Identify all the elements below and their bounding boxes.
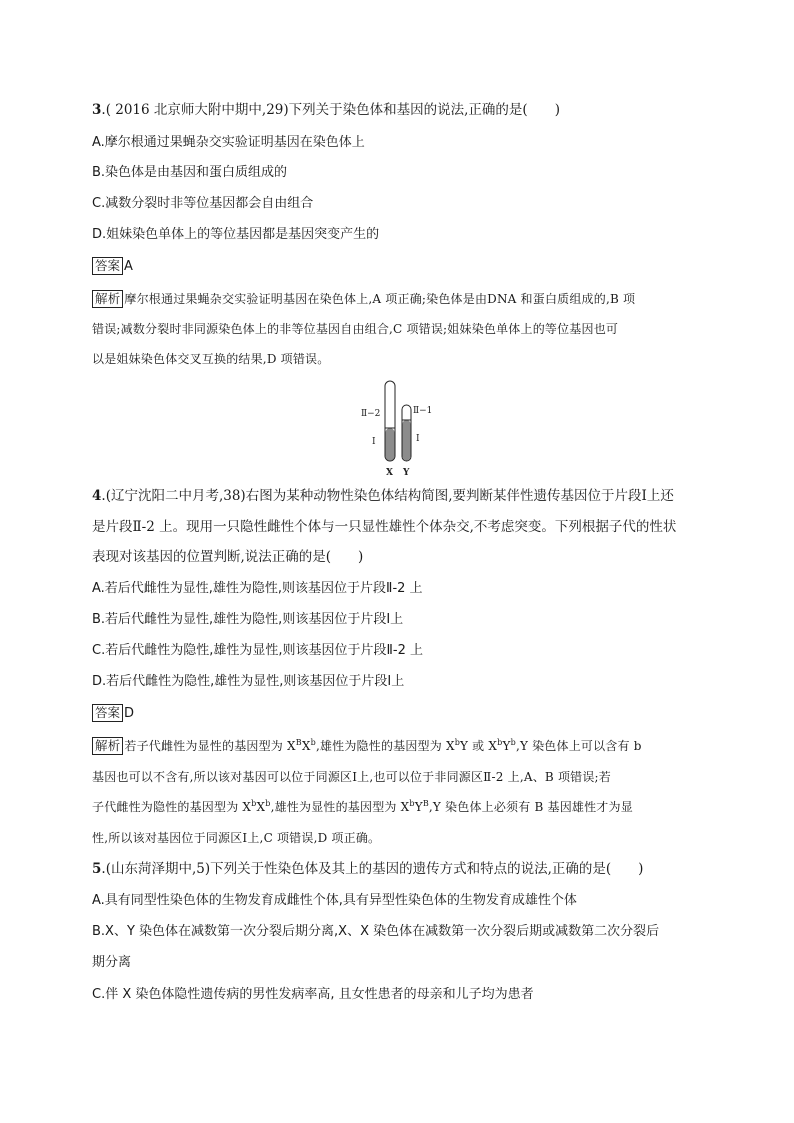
question-3-explanation-line: 以是姐妹染色体交叉互换的结果,D 项错误。 bbox=[92, 352, 330, 366]
label-segment-i-y: Ⅰ bbox=[416, 434, 420, 444]
question-4-explanation-line: 性,所以该对基因位于同源区Ⅰ上,C 项错误,D 项正确。 bbox=[92, 831, 381, 845]
question-3-explanation-line: 解析 摩尔根通过果蝇杂交实验证明基因在染色体上,A 项正确;染色体是由DNA 和蛋白质组成的,B 项 bbox=[92, 289, 635, 309]
sex-chromosome-diagram bbox=[354, 378, 444, 480]
question-3-option-c[interactable]: C.减数分裂时非等位基因都会自由组合 bbox=[92, 196, 314, 211]
question-5-option-b-continued: 期分离 bbox=[92, 955, 132, 970]
label-segment-ii1: Ⅱ−1 bbox=[413, 406, 433, 416]
question-3-stem: 3.( 2016 北京师大附中期中,29)下列关于染色体和基因的说法,正确的是( ) bbox=[92, 102, 560, 118]
label-segment-i-x: Ⅰ bbox=[372, 437, 376, 447]
question-4-option-a[interactable]: A.若后代雌性为显性,雄性为隐性,则该基因位于片段Ⅱ-2 上 bbox=[92, 581, 423, 596]
question-5-stem: 5.(山东菏泽期中,5)下列关于性染色体及其上的基因的遗传方式和特点的说法,正确的是( ) bbox=[92, 861, 644, 877]
label-segment-ii2: Ⅱ−2 bbox=[361, 409, 381, 419]
y-chromosome-segment-i bbox=[403, 420, 411, 461]
question-4-explanation-line: 解析 若子代雌性为显性的基因型为 $X^BX^b$,雄性为隐性的基因型为 $X^bY$ 或 $X^bY^b,Y$ 染色体上可以含有 b bbox=[92, 736, 642, 756]
question-5-option-a[interactable]: A.具有同型性染色体的生物发育成雌性个体,具有异型性染色体的生物发育成雄性个体 bbox=[92, 893, 577, 908]
question-3-option-b[interactable]: B.染色体是由基因和蛋白质组成的 bbox=[92, 165, 288, 180]
question-3-explanation-line: 错误;减数分裂时非同源染色体上的非等位基因自由组合,C 项错误;姐妹染色单体上的等位基因也可 bbox=[92, 322, 619, 336]
question-3-option-d[interactable]: D.姐妹染色单体上的等位基因都是基因突变产生的 bbox=[92, 227, 380, 242]
question-4-stem: 是片段Ⅱ-2 上。现用一只隐性雌性个体与一只显性雄性个体杂交,不考虑突变。下列根据子代的性状 bbox=[92, 519, 677, 535]
x-chromosome-segment-i bbox=[386, 428, 395, 461]
question-4-option-d[interactable]: D.若后代雌性为隐性,雄性为显性,则该基因位于片段Ⅰ上 bbox=[92, 674, 405, 689]
question-4-explanation-line: 基因也可以不含有,所以该对基因可以位于同源区Ⅰ上,也可以位于非同源区Ⅱ-2 上,A、B 项错误;若 bbox=[92, 770, 611, 784]
question-4-stem: 4.(辽宁沈阳二中月考,38)右图为某种动物性染色体结构简图,要判断某伴性遗传基因位于片段Ⅰ上还 bbox=[92, 488, 674, 504]
answer-tag: 答案 bbox=[92, 257, 123, 275]
question-4-option-c[interactable]: C.若后代雌性为隐性,雄性为显性,则该基因位于片段Ⅱ-2 上 bbox=[92, 643, 423, 658]
question-4-answer: 答案 D bbox=[92, 704, 134, 724]
answer-tag: 答案 bbox=[92, 704, 123, 722]
explanation-tag: 解析 bbox=[92, 290, 123, 308]
question-4-stem: 表现对该基因的位置判断,说法正确的是( ) bbox=[92, 549, 364, 565]
question-4-option-b[interactable]: B.若后代雌性为显性,雄性为隐性,则该基因位于片段Ⅰ上 bbox=[92, 612, 404, 627]
question-5-option-b[interactable]: B.X、Y 染色体在减数第一次分裂后期分离,X、X 染色体在减数第一次分裂后期或减数第二次分裂后 bbox=[92, 924, 660, 939]
question-3-answer: 答案 A bbox=[92, 257, 133, 277]
label-y: Y bbox=[403, 468, 410, 478]
question-3-option-a[interactable]: A.摩尔根通过果蝇杂交实验证明基因在染色体上 bbox=[92, 135, 365, 150]
question-4-explanation-line: 子代雌性为隐性的基因型为 $X^bX^b$,雄性为显性的基因型为 $X^bY^B,Y$ 染色体上必须有 B 基因雄性才为显 bbox=[92, 799, 633, 814]
question-5-option-c[interactable]: C.伴 X 染色体隐性遗传病的男性发病率高, 且女性患者的母亲和儿子均为患者 bbox=[92, 987, 534, 1002]
explanation-tag: 解析 bbox=[92, 737, 123, 755]
label-x: X bbox=[386, 468, 393, 478]
